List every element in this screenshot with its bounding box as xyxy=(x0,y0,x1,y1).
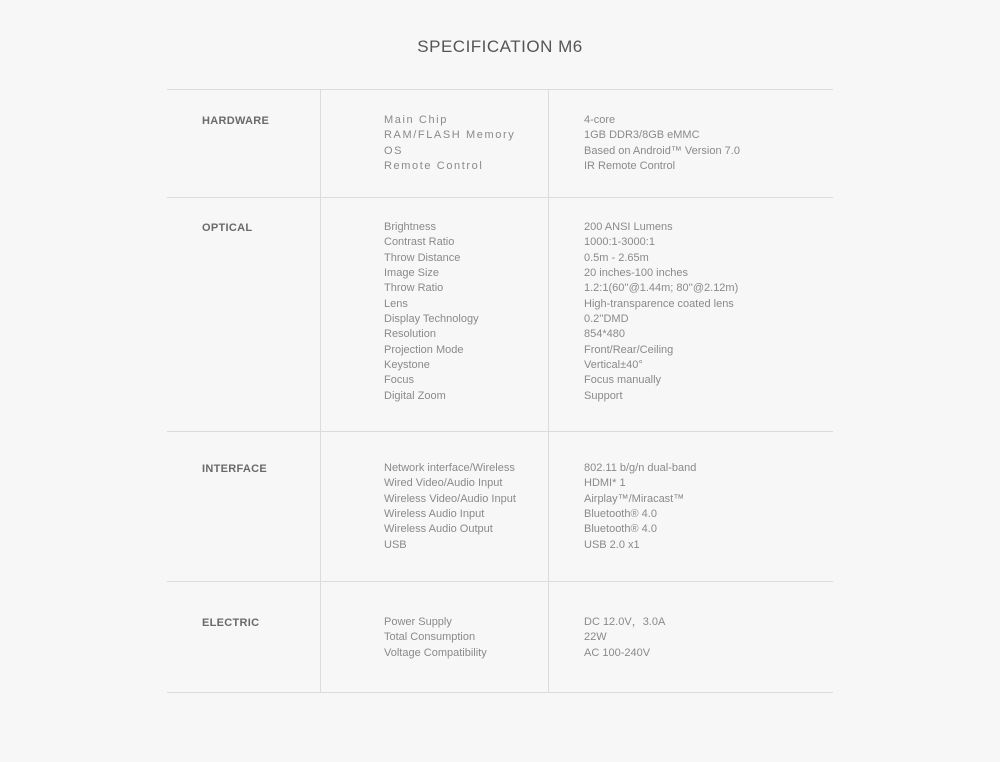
spec-value: Focus manually xyxy=(584,374,662,387)
spec-label: Projection Mode xyxy=(384,343,464,356)
spec-label: Wired Video/Audio Input xyxy=(384,477,503,490)
spec-label: Lens xyxy=(384,297,408,310)
column-divider xyxy=(320,90,321,197)
section-title: OPTICAL xyxy=(202,222,253,234)
section-title: INTERFACE xyxy=(202,463,268,475)
column-divider xyxy=(548,198,549,431)
spec-label: Throw Distance xyxy=(384,251,461,264)
spec-value: 1000:1-3000:1 xyxy=(584,236,655,249)
spec-label: Resolution xyxy=(384,328,436,341)
spec-value: Based on Android™ Version 7.0 xyxy=(584,144,740,157)
spec-labels xyxy=(384,220,479,404)
spec-label: Total Consumption xyxy=(384,631,476,644)
spec-label: USB xyxy=(384,538,407,551)
spec-value: 802.11 b/g/n dual-band xyxy=(584,462,697,474)
spec-labels xyxy=(384,461,516,553)
spec-value: IR Remote Control xyxy=(584,160,676,173)
spec-value: 22W xyxy=(584,631,607,644)
spec-value: 854*480 xyxy=(584,328,625,341)
spec-label: Wireless Audio Output xyxy=(384,523,493,536)
spec-values xyxy=(584,113,740,174)
spec-label: Voltage Compatibility xyxy=(384,646,487,659)
section-title: ELECTRIC xyxy=(202,617,260,629)
spec-value: 0.2''DMD xyxy=(584,313,629,326)
spec-value: 20 inches-100 inches xyxy=(584,267,688,280)
spec-label: Brightness xyxy=(384,221,436,233)
spec-label: Display Technology xyxy=(384,313,479,326)
spec-label: Network interface/Wireless xyxy=(384,462,515,474)
spec-value: Front/Rear/Ceiling xyxy=(584,343,674,356)
column-divider xyxy=(320,432,321,581)
spec-values xyxy=(584,615,665,661)
spec-label: Wireless Video/Audio Input xyxy=(384,492,516,505)
spec-value: Support xyxy=(584,389,623,402)
spec-value: Airplay™/Miracast™ xyxy=(584,492,685,505)
section-title: HARDWARE xyxy=(202,115,270,127)
column-divider xyxy=(320,198,321,431)
spec-value: 4-core xyxy=(584,114,616,126)
page-title: SPECIFICATION M6 xyxy=(417,37,583,56)
spec-table xyxy=(167,89,833,693)
spec-labels xyxy=(384,615,487,661)
spec-value: DC 12.0V，3.0A xyxy=(584,616,666,628)
column-divider xyxy=(548,582,549,692)
spec-values xyxy=(584,220,738,404)
spec-label: Keystone xyxy=(384,359,430,372)
spec-label: Focus xyxy=(384,374,414,387)
section-electric xyxy=(167,581,833,693)
spec-values xyxy=(584,461,696,553)
spec-label: Contrast Ratio xyxy=(384,236,455,249)
column-divider xyxy=(548,90,549,197)
spec-value: Vertical±40° xyxy=(584,359,643,372)
section-interface xyxy=(167,431,833,581)
section-optical xyxy=(167,197,833,431)
spec-label: OS xyxy=(384,144,404,157)
spec-label: RAM/FLASH Memory xyxy=(384,129,516,142)
spec-labels xyxy=(384,113,515,174)
spec-value: AC 100-240V xyxy=(584,646,651,659)
spec-value: High-transparence coated lens xyxy=(584,297,734,310)
spec-label: Main Chip xyxy=(384,114,448,126)
spec-label: Digital Zoom xyxy=(384,389,446,402)
column-divider xyxy=(320,582,321,692)
spec-value: 200 ANSI Lumens xyxy=(584,221,673,233)
spec-value: 0.5m - 2.65m xyxy=(584,251,649,264)
spec-label: Throw Ratio xyxy=(384,282,444,295)
spec-label: Image Size xyxy=(384,267,440,280)
spec-value: USB 2.0 x1 xyxy=(584,538,640,551)
spec-value: 1.2:1(60''@1.44m; 80''@2.12m) xyxy=(584,282,739,295)
spec-value: Bluetooth® 4.0 xyxy=(584,508,657,521)
spec-label: Wireless Audio Input xyxy=(384,508,485,521)
spec-label: Remote Control xyxy=(384,160,484,173)
spec-label: Power Supply xyxy=(384,616,452,628)
spec-value: Bluetooth® 4.0 xyxy=(584,523,657,536)
column-divider xyxy=(548,432,549,581)
spec-value: HDMI* 1 xyxy=(584,477,626,490)
spec-value: 1GB DDR3/8GB eMMC xyxy=(584,129,700,142)
section-hardware xyxy=(167,89,833,197)
